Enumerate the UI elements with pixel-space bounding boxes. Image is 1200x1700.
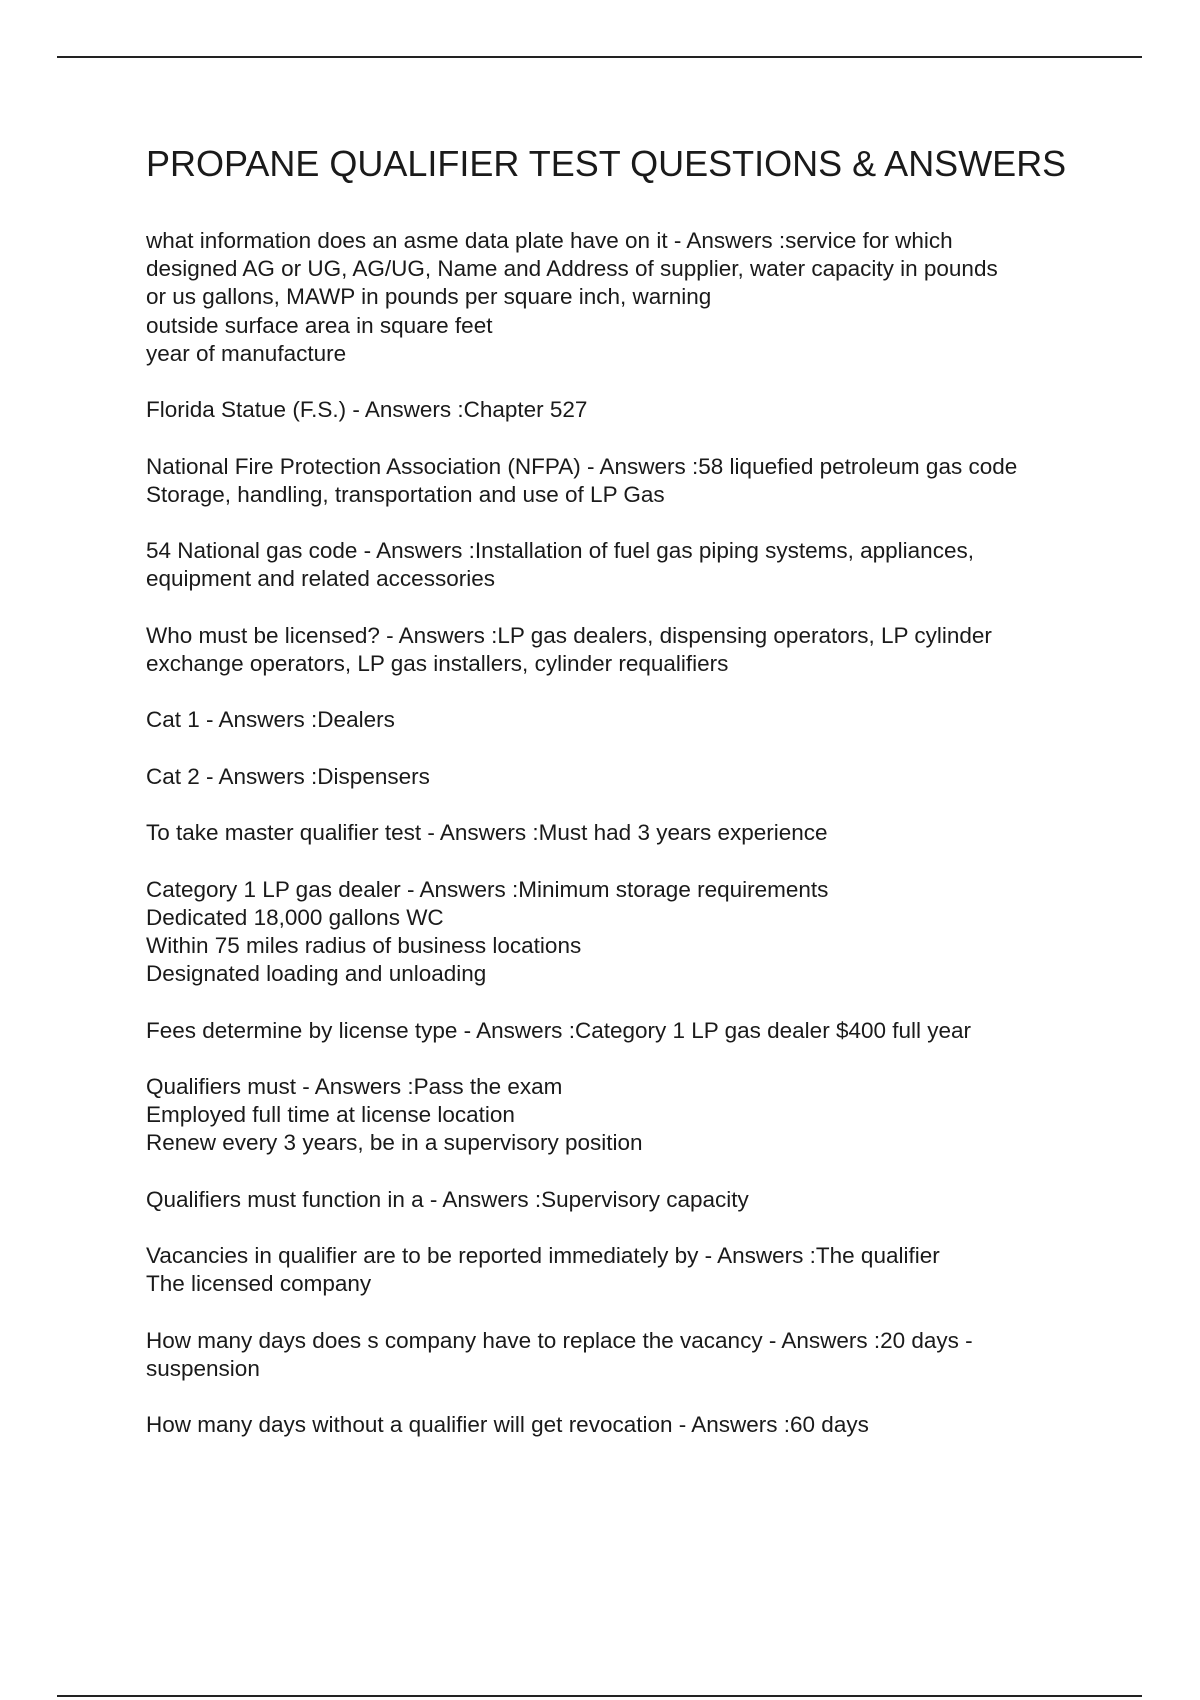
qa-line: Who must be licensed? - Answers :LP gas dealers, dispensing operators, LP cylinder <box>146 622 992 648</box>
header-rule <box>57 56 1142 58</box>
qa-line: Vacancies in qualifier are to be reported immediately by - Answers :The qualifier <box>146 1243 940 1269</box>
qa-item <box>146 1327 1146 1383</box>
qa-item <box>146 1186 1146 1214</box>
qa-item <box>146 227 1146 368</box>
qa-line: How many days without a qualifier will get revocation - Answers :60 days <box>146 1412 869 1438</box>
qa-line: exchange operators, LP gas installers, cylinder requalifiers <box>146 650 729 676</box>
qa-line: Storage, handling, transportation and use of LP Gas <box>146 481 665 507</box>
document-title: PROPANE QUALIFIER TEST QUESTIONS & ANSWERS <box>146 143 1067 184</box>
qa-line: outside surface area in square feet <box>146 312 493 338</box>
qa-line: designed AG or UG, AG/UG, Name and Address of supplier, water capacity in pounds <box>146 256 998 282</box>
qa-item <box>146 622 1146 678</box>
qa-line: 54 National gas code - Answers :Installation of fuel gas piping systems, appliances, <box>146 538 974 564</box>
qa-item <box>146 706 1146 734</box>
qa-line: Designated loading and unloading <box>146 961 487 987</box>
qa-line: To take master qualifier test - Answers :Must had 3 years experience <box>146 820 828 846</box>
qa-line: Fees determine by license type - Answers :Category 1 LP gas dealer $400 full year <box>146 1017 972 1043</box>
qa-item <box>146 1411 1146 1439</box>
qa-line: Dedicated 18,000 gallons WC <box>146 904 444 930</box>
qa-item <box>146 876 1146 989</box>
qa-line: Within 75 miles radius of business locations <box>146 932 582 958</box>
qa-line: what information does an asme data plate have on it - Answers :service for which <box>146 228 953 253</box>
qa-line: National Fire Protection Association (NFPA) - Answers :58 liquefied petroleum gas code <box>146 453 1018 479</box>
qa-line: suspension <box>146 1355 260 1381</box>
qa-line: Florida Statue (F.S.) - Answers :Chapter 527 <box>146 397 588 423</box>
qa-line: The licensed company <box>146 1271 372 1297</box>
qa-item <box>146 1017 1146 1045</box>
qa-line: Employed full time at license location <box>146 1102 515 1128</box>
qa-item <box>146 1073 1146 1158</box>
qa-item <box>146 453 1146 509</box>
qa-line: Category 1 LP gas dealer - Answers :Minimum storage requirements <box>146 876 829 902</box>
qa-line: Qualifiers must - Answers :Pass the exam <box>146 1073 563 1099</box>
qa-item <box>146 1242 1146 1298</box>
qa-line: year of manufacture <box>146 340 347 366</box>
qa-line: Qualifiers must function in a - Answers :Supervisory capacity <box>146 1186 749 1212</box>
qa-line: Cat 1 - Answers :Dealers <box>146 707 395 733</box>
qa-line: How many days does s company have to replace the vacancy - Answers :20 days - <box>146 1327 973 1353</box>
qa-item <box>146 396 1146 424</box>
footer-rule <box>57 1695 1142 1697</box>
qa-item <box>146 763 1146 791</box>
qa-item <box>146 537 1146 593</box>
qa-line: Cat 2 - Answers :Dispensers <box>146 763 430 789</box>
qa-item <box>146 819 1146 847</box>
qa-list <box>146 227 1146 1468</box>
qa-line: equipment and related accessories <box>146 566 495 592</box>
qa-line: or us gallons, MAWP in pounds per square inch, warning <box>146 284 712 310</box>
qa-line: Renew every 3 years, be in a supervisory position <box>146 1130 643 1156</box>
